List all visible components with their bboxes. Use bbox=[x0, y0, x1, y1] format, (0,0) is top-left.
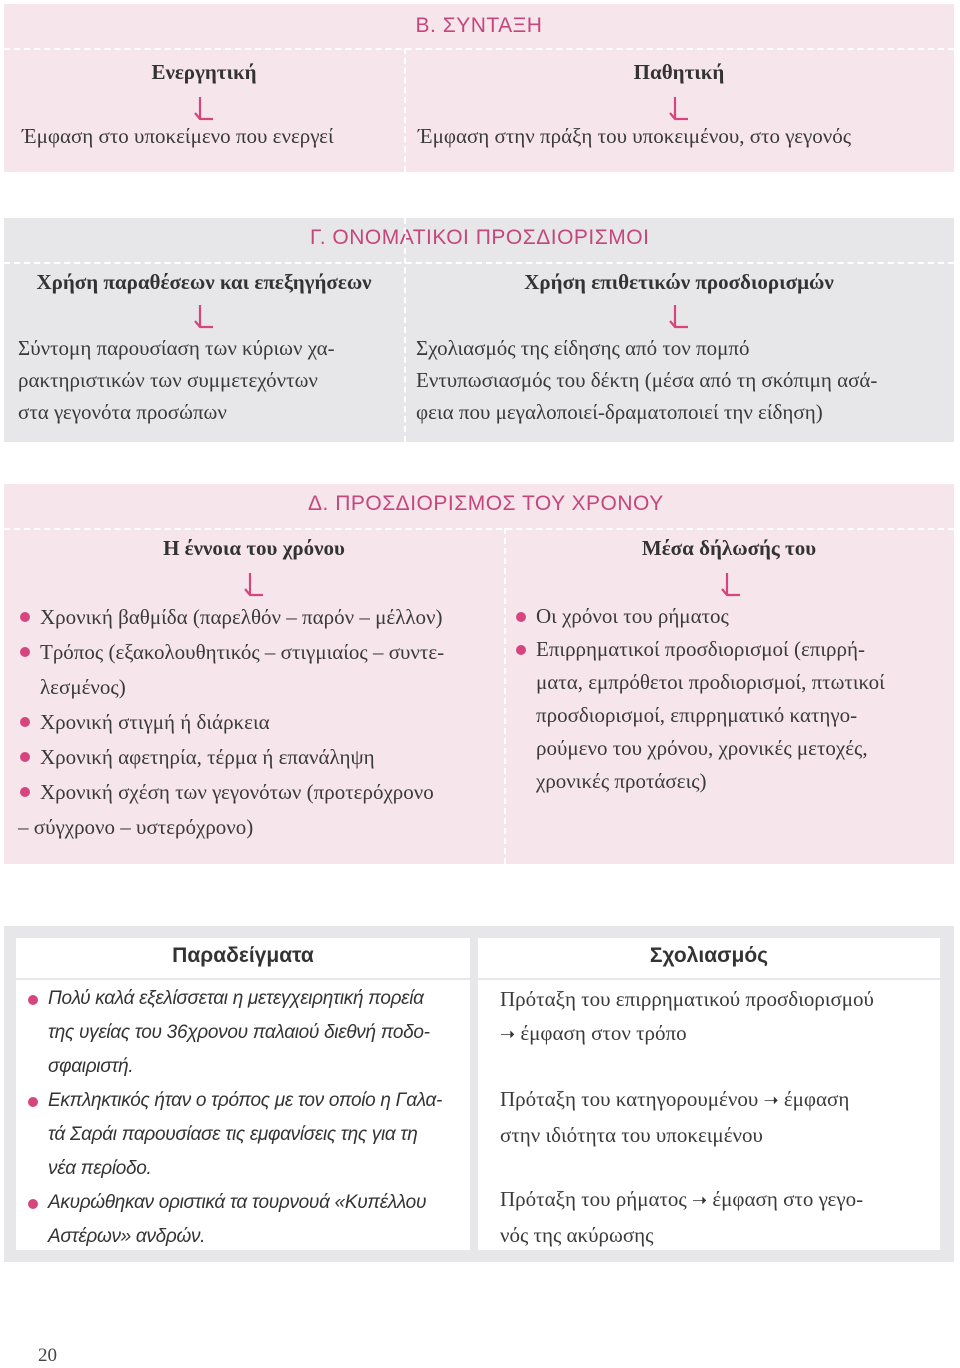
bullet-icon bbox=[28, 1199, 38, 1209]
divider bbox=[4, 528, 954, 530]
bullet-icon bbox=[20, 752, 30, 762]
text-line: Χρονική βαθμίδα (παρελθόν – παρόν – μέλλον) bbox=[40, 605, 443, 629]
adjectival-heading: Χρήση επιθετικών προσδιορισμών bbox=[524, 270, 834, 294]
text-line: Σχολιασμός της είδησης από τον πομπό bbox=[416, 336, 750, 360]
text-line: ρακτηριστικών των συμμετεχόντων bbox=[18, 368, 318, 392]
list-item bbox=[26, 1084, 466, 1186]
list-item bbox=[26, 982, 466, 1084]
arrow-down-icon bbox=[720, 572, 742, 598]
list-item bbox=[18, 635, 504, 705]
text-line: Πολύ καλά εξελίσσεται η μετεγχειρητική πορεία bbox=[48, 988, 424, 1009]
arrow-down-icon bbox=[668, 96, 690, 122]
text-line: Χρονική αφετηρία, τέρμα ή επανάληψη bbox=[40, 745, 375, 769]
bullet-icon bbox=[20, 647, 30, 657]
arrow-down-icon bbox=[243, 572, 265, 598]
comment-3 bbox=[500, 1182, 863, 1252]
text-line: λεσμένος) bbox=[40, 675, 126, 699]
text-line: Αστέρων» ανδρών. bbox=[48, 1226, 206, 1247]
text-line: φεια που μεγαλοποιεί-δραματοποιεί την είδηση) bbox=[416, 400, 823, 424]
section-d-title: Δ. ΠΡΟΣΔΙΟΡΙΣΜΟΣ ΤΟΥ ΧΡΟΝΟΥ bbox=[308, 492, 664, 515]
text-line: τά Σαράι παρουσίασε τις εμφανίσεις της για τη bbox=[48, 1124, 418, 1145]
divider bbox=[504, 528, 506, 864]
text-line: Εκπληκτικός ήταν ο τρόπος με τον οποίο η Γαλα- bbox=[48, 1090, 443, 1111]
text-line: Εντυπωσιασμός του δέκτη (μέσα από τη σκόπιμη ασά- bbox=[416, 368, 878, 392]
bullet-icon bbox=[20, 787, 30, 797]
divider bbox=[404, 218, 406, 442]
list-item bbox=[514, 633, 950, 798]
text-line: Πρόταξη του επιρρηματικού προσδιορισμού bbox=[500, 987, 874, 1011]
right-arrow-icon: ➝ bbox=[763, 1090, 779, 1111]
comments-heading: Σχολιασμός bbox=[478, 938, 940, 978]
examples-body bbox=[16, 980, 470, 1250]
active-voice-text: Έμφαση στο υποκείμενο που ενεργεί bbox=[22, 124, 334, 148]
time-means-heading: Μέσα δήλωσής του bbox=[641, 536, 817, 560]
comment-2 bbox=[500, 1082, 849, 1152]
comment-emphasis: έμφαση στον τρόπο bbox=[520, 1021, 687, 1045]
examples-panel bbox=[4, 926, 954, 1262]
text-line: ρούμενο του χρόνου, χρονικές μετοχές, bbox=[536, 736, 868, 760]
comment-text: Πρόταξη του κατηγορουμένου bbox=[500, 1087, 759, 1111]
bullet-icon bbox=[20, 717, 30, 727]
section-c-title: Γ. ΟΝΟΜΑΤΙΚΟΙ ΠΡΟΣΔΙΟΡΙΣΜΟΙ bbox=[310, 226, 650, 249]
text-line bbox=[500, 1016, 874, 1052]
examples-list bbox=[26, 982, 466, 1254]
text-line: Χρονική στιγμή ή διάρκεια bbox=[40, 710, 270, 734]
adjectival-text bbox=[416, 332, 877, 428]
text-line: – σύγχρονο – υστερόχρονο) bbox=[18, 815, 254, 839]
section-b-title: Β. ΣΥΝΤΑΞΗ bbox=[415, 14, 543, 37]
arrow-down-icon bbox=[193, 96, 215, 122]
right-arrow-icon: ➝ bbox=[500, 1024, 516, 1045]
page-number: 20 bbox=[38, 1345, 57, 1366]
arrow-down-icon bbox=[668, 304, 690, 330]
section-b-panel bbox=[4, 4, 954, 172]
text-line: στην ιδιότητα του υποκειμένου bbox=[500, 1123, 763, 1147]
time-concept-heading: Η έννοια του χρόνου bbox=[163, 536, 345, 560]
comment-emphasis: έμφαση bbox=[783, 1087, 850, 1111]
section-c-panel bbox=[4, 218, 954, 442]
comment-text: Πρόταξη του ρήματος bbox=[500, 1187, 687, 1211]
bullet-icon bbox=[28, 995, 38, 1005]
comments-body bbox=[478, 980, 940, 1250]
bullet-icon bbox=[28, 1097, 38, 1107]
text-line: νός της ακύρωσης bbox=[500, 1223, 654, 1247]
comment-1 bbox=[500, 982, 874, 1052]
list-item bbox=[514, 600, 950, 633]
text-line: Επιρρηματικοί προσδιορισμοί (επιρρή- bbox=[536, 637, 865, 661]
text-line: ματα, εμπρόθετοι προδιορισμοί, πτωτικοί bbox=[536, 670, 885, 694]
section-d-panel bbox=[4, 484, 954, 864]
text-line bbox=[500, 1182, 863, 1218]
list-item bbox=[18, 600, 504, 635]
appositions-text bbox=[18, 332, 335, 428]
time-concept-list bbox=[18, 600, 504, 845]
passive-voice-heading: Παθητική bbox=[633, 60, 725, 84]
bullet-icon bbox=[20, 612, 30, 622]
list-item bbox=[18, 740, 504, 775]
text-line: Τρόπος (εξακολουθητικός – στιγμιαίος – συντε- bbox=[40, 640, 445, 664]
text-line bbox=[500, 1082, 849, 1118]
examples-heading: Παραδείγματα bbox=[16, 938, 470, 978]
text-line: χρονικές προτάσεις) bbox=[536, 769, 707, 793]
divider bbox=[4, 48, 954, 50]
arrow-down-icon bbox=[193, 304, 215, 330]
text-line: της υγείας του 36χρονου παλαιού διεθνή ποδο- bbox=[48, 1022, 430, 1043]
appositions-heading: Χρήση παραθέσεων και επεξηγήσεων bbox=[36, 270, 372, 294]
divider bbox=[4, 262, 954, 264]
text-line: σφαιριστή. bbox=[48, 1056, 134, 1077]
right-arrow-icon: ➝ bbox=[692, 1190, 708, 1211]
bullet-icon bbox=[516, 645, 526, 655]
comment-emphasis: έμφαση στο γεγο- bbox=[712, 1187, 864, 1211]
text-line: Οι χρόνοι του ρήματος bbox=[536, 604, 729, 628]
text-line: στα γεγονότα προσώπων bbox=[18, 400, 227, 424]
passive-voice-text: Έμφαση στην πράξη του υποκειμένου, στο γεγονός bbox=[418, 124, 852, 148]
text-line: προσδιορισμοί, επιρρηματικό κατηγο- bbox=[536, 703, 858, 727]
list-item bbox=[26, 1186, 466, 1254]
text-line: Σύντομη παρουσίαση των κύριων χα- bbox=[18, 336, 335, 360]
text-line: Ακυρώθηκαν οριστικά τα τουρνουά «Κυπέλλου bbox=[48, 1192, 427, 1213]
bullet-icon bbox=[516, 612, 526, 622]
list-item bbox=[18, 775, 504, 845]
text-line: Χρονική σχέση των γεγονότων (προτερόχρονο bbox=[40, 780, 434, 804]
active-voice-heading: Ενεργητική bbox=[151, 60, 257, 84]
text-line: νέα περίοδο. bbox=[48, 1158, 152, 1179]
time-means-list bbox=[514, 600, 950, 798]
list-item bbox=[18, 705, 504, 740]
